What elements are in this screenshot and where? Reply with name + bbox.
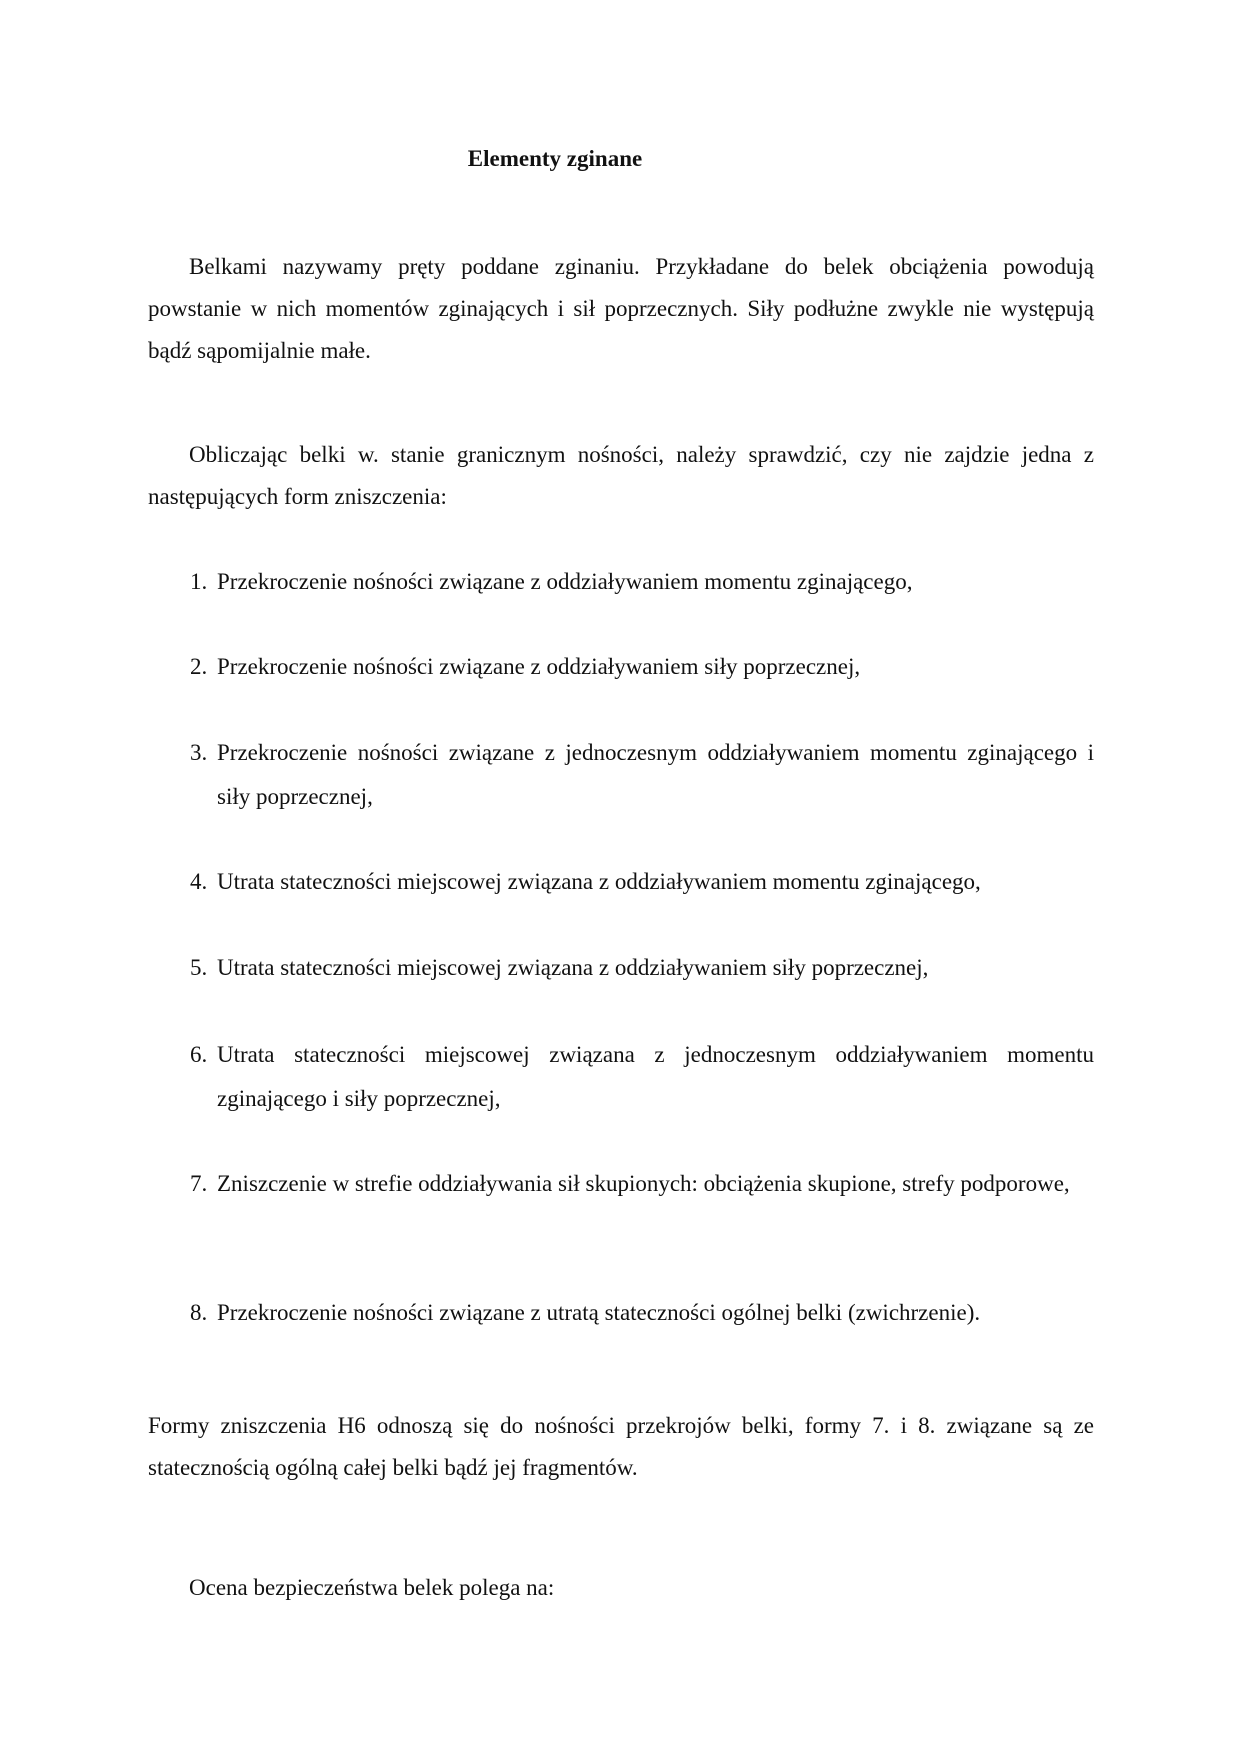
list-item-text: Przekroczenie nośności związane z utratą stateczności ogólnej belki (zwichrzenie).: [217, 1300, 981, 1325]
list-item-text: Utrata stateczności miejscowej związana z oddziaływaniem momentu zginającego,: [217, 869, 981, 894]
list-item-number: 1.: [190, 569, 208, 594]
summary-paragraph: Formy zniszczenia H6 odnoszą się do nośności przekrojów belki, formy 7. i 8. związane są ze statecznością ogólną całej belki bądź jej fragmentów.: [148, 1413, 1094, 1480]
list-item-number: 8.: [190, 1300, 208, 1325]
list-item-text: Utrata stateczności miejscowej związana z oddziaływaniem siły poprzecznej,: [217, 955, 929, 980]
list-item-number: 3.: [190, 740, 208, 765]
list-item: [190, 731, 1094, 819]
list-item-number: 7.: [190, 1171, 208, 1196]
list-item-number: 5.: [190, 955, 208, 980]
list-item-number: 6.: [190, 1042, 208, 1067]
list-item-text: Zniszczenie w strefie oddziaływania sił skupionych: obciążenia skupione, strefy podporowe,: [217, 1171, 1070, 1196]
list-item: [190, 1162, 1094, 1206]
safety-intro-paragraph: Ocena bezpieczeństwa belek polega na:: [189, 1575, 555, 1600]
list-item: [190, 1291, 1094, 1335]
list-item-text: Utrata stateczności miejscowej związana z jednoczesnym oddziaływaniem momentu zginającego i siły poprzecznej,: [217, 1042, 1094, 1111]
document-title: Elementy zginane: [467, 146, 643, 171]
intro-paragraph: Belkami nazywamy pręty poddane zginaniu. Przykładane do belek obciążenia powodują powstanie w nich momentów zginających i sił poprzecznych. Siły podłużne zwykle nie występują bądź sąpomijalnie małe.: [148, 254, 1094, 363]
list-item-text: Przekroczenie nośności związane z oddziaływaniem siły poprzecznej,: [217, 654, 861, 679]
list-item-number: 4.: [190, 869, 208, 894]
list-item-text: Przekroczenie nośności związane z oddziaływaniem momentu zginającego,: [217, 569, 913, 594]
list-item-number: 2.: [190, 654, 208, 679]
list-item: [190, 860, 1094, 904]
list-item: [190, 645, 1094, 689]
list-item-text: Przekroczenie nośności związane z jednoczesnym oddziaływaniem momentu zginającego i siły poprzecznej,: [217, 740, 1094, 809]
calc-intro-paragraph: Obliczając belki w. stanie granicznym nośności, należy sprawdzić, czy nie zajdzie jedna z następujących form zniszczenia:: [148, 442, 1094, 509]
list-item: [190, 946, 1094, 990]
list-item: [190, 560, 1094, 604]
list-item: [190, 1033, 1094, 1121]
